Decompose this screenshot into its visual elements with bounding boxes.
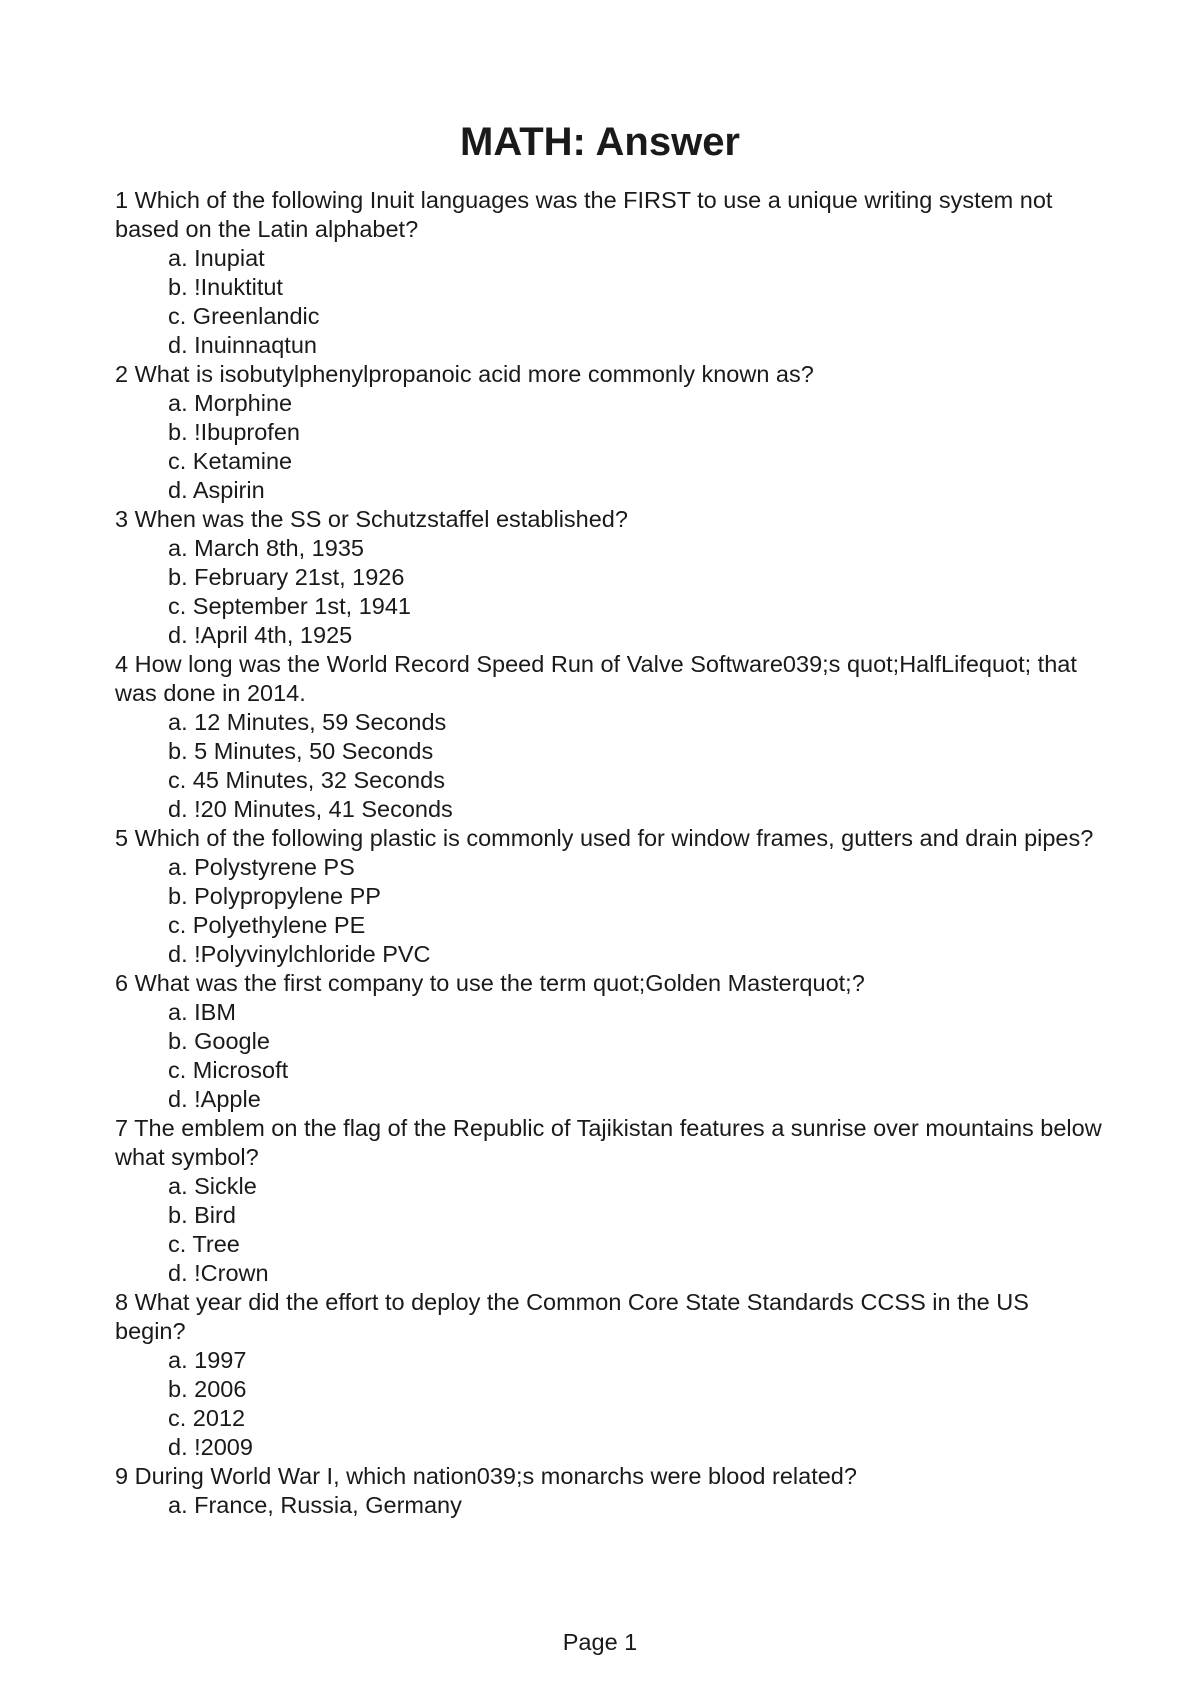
option-list bbox=[115, 1346, 1105, 1462]
option-c: c. Ketamine bbox=[168, 448, 293, 474]
question-5 bbox=[115, 824, 1105, 969]
option-b: b. February 21st, 1926 bbox=[168, 564, 405, 590]
question-text: 7 The emblem on the flag of the Republic of Tajikistan features a sunrise over mountains below what symbol? bbox=[115, 1115, 1102, 1170]
option-a: a. IBM bbox=[168, 999, 236, 1025]
option-b: b. Polypropylene PP bbox=[168, 883, 381, 909]
option-a: a. Morphine bbox=[168, 390, 293, 416]
option-a: a. Sickle bbox=[168, 1173, 257, 1199]
option-list bbox=[115, 1172, 1105, 1288]
question-3 bbox=[115, 505, 1105, 650]
option-c: c. Microsoft bbox=[168, 1057, 289, 1083]
option-a: a. France, Russia, Germany bbox=[168, 1492, 462, 1518]
option-a: a. 12 Minutes, 59 Seconds bbox=[168, 709, 447, 735]
question-7 bbox=[115, 1114, 1105, 1288]
option-a: a. 1997 bbox=[168, 1347, 247, 1373]
option-d: d. Aspirin bbox=[168, 477, 265, 503]
option-b: b. 5 Minutes, 50 Seconds bbox=[168, 738, 434, 764]
question-text: 5 Which of the following plastic is commonly used for window frames, gutters and drain pipes? bbox=[115, 825, 1094, 851]
page-number: Page 1 bbox=[562, 1629, 638, 1655]
question-8 bbox=[115, 1288, 1105, 1462]
question-9 bbox=[115, 1462, 1105, 1520]
option-list bbox=[115, 389, 1105, 505]
option-d: d. !Apple bbox=[168, 1086, 261, 1112]
option-b: b. Google bbox=[168, 1028, 270, 1054]
option-d: d. Inuinnaqtun bbox=[168, 332, 317, 358]
option-a: a. Polystyrene PS bbox=[168, 854, 355, 880]
option-list bbox=[115, 1491, 1105, 1520]
option-a: a. Inupiat bbox=[168, 245, 265, 271]
question-text: 2 What is isobutylphenylpropanoic acid more commonly known as? bbox=[115, 361, 814, 387]
option-c: c. 2012 bbox=[168, 1405, 246, 1431]
page-title: MATH: Answer bbox=[460, 120, 740, 164]
option-c: c. 45 Minutes, 32 Seconds bbox=[168, 767, 445, 793]
question-text: 8 What year did the effort to deploy the Common Core State Standards CCSS in the US begin? bbox=[115, 1289, 1029, 1344]
option-c: c. Tree bbox=[168, 1231, 240, 1257]
question-list bbox=[115, 186, 1105, 1520]
option-d: d. !20 Minutes, 41 Seconds bbox=[168, 796, 453, 822]
option-list bbox=[115, 853, 1105, 969]
option-list bbox=[115, 244, 1105, 360]
question-text: 6 What was the first company to use the term quot;Golden Masterquot;? bbox=[115, 970, 865, 996]
option-list bbox=[115, 534, 1105, 650]
option-d: d. !Crown bbox=[168, 1260, 269, 1286]
option-b: b. Bird bbox=[168, 1202, 236, 1228]
question-1 bbox=[115, 186, 1105, 360]
question-text: 9 During World War I, which nation039;s monarchs were blood related? bbox=[115, 1463, 857, 1489]
question-text: 4 How long was the World Record Speed Run of Valve Software039;s quot;HalfLifequot; that was done in 2014. bbox=[115, 651, 1077, 706]
question-6 bbox=[115, 969, 1105, 1114]
option-list bbox=[115, 998, 1105, 1114]
option-b: b. !Ibuprofen bbox=[168, 419, 300, 445]
option-d: d. !Polyvinylchloride PVC bbox=[168, 941, 431, 967]
option-c: c. September 1st, 1941 bbox=[168, 593, 411, 619]
question-4 bbox=[115, 650, 1105, 824]
option-d: d. !April 4th, 1925 bbox=[168, 622, 353, 648]
option-b: b. 2006 bbox=[168, 1376, 247, 1402]
question-text: 3 When was the SS or Schutzstaffel established? bbox=[115, 506, 628, 532]
question-text: 1 Which of the following Inuit languages was the FIRST to use a unique writing system not based on the Latin alphabet? bbox=[115, 187, 1053, 242]
option-d: d. !2009 bbox=[168, 1434, 253, 1460]
option-list bbox=[115, 708, 1105, 824]
option-b: b. !Inuktitut bbox=[168, 274, 283, 300]
option-a: a. March 8th, 1935 bbox=[168, 535, 364, 561]
option-c: c. Polyethylene PE bbox=[168, 912, 366, 938]
question-2 bbox=[115, 360, 1105, 505]
option-c: c. Greenlandic bbox=[168, 303, 320, 329]
